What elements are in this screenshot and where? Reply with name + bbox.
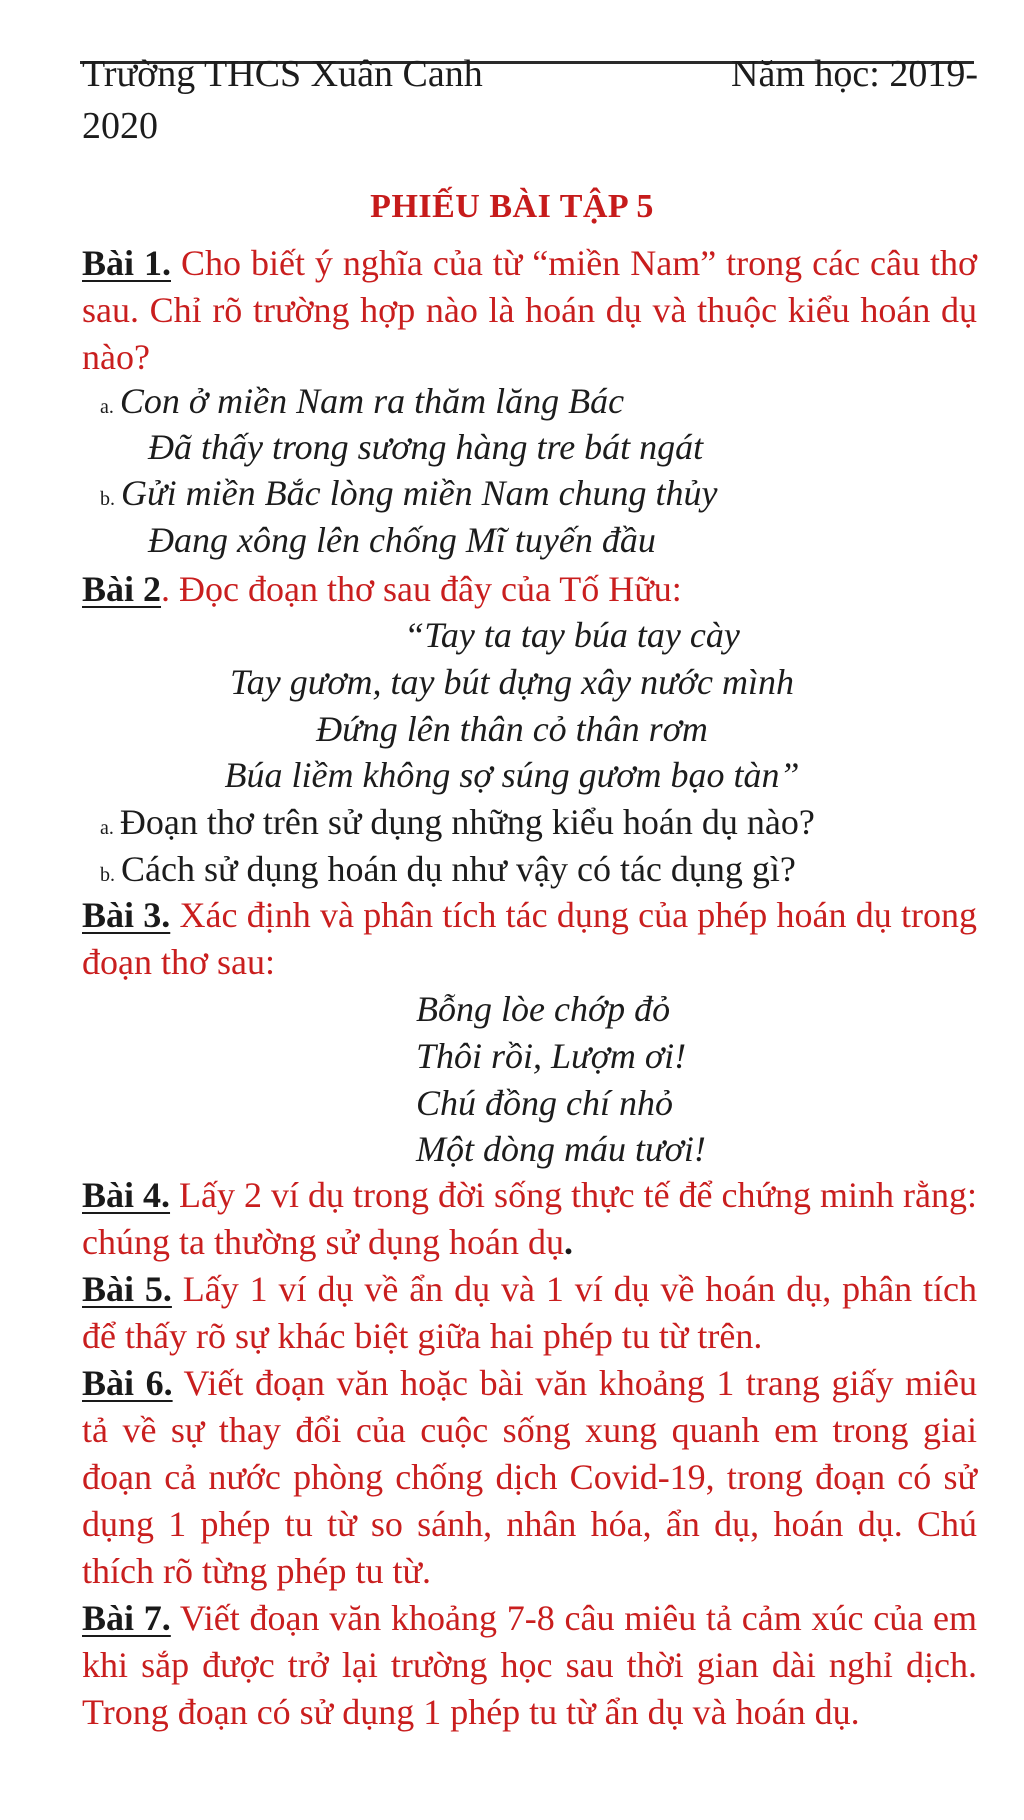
exercise-2-poem-line-3: Đứng lên thân cỏ thân rơm <box>316 709 708 749</box>
exercise-4-label: Bài 4. <box>82 1175 171 1215</box>
exercise-2-text: . Đọc đoạn thơ sau đây của Tố Hữu: <box>161 569 682 609</box>
exercise-2-marker-a: a. <box>100 817 114 839</box>
exercise-2-poem-line-1: “Tay ta tay búa tay cày <box>404 615 740 655</box>
exercise-6-prompt <box>82 1360 977 1595</box>
exercise-2-poem-line-2: Tay gươm, tay bút dựng xây nước mình <box>230 662 794 702</box>
exercise-5-prompt <box>82 1266 977 1360</box>
exercise-2-prompt <box>82 566 977 613</box>
page-title: PHIẾU BÀI TẬP 5 <box>370 188 654 225</box>
exercise-3-poem-line-1: Bỗng lòe chớp đỏ <box>416 989 671 1029</box>
exercise-3-poem-line-2: Thôi rồi, Lượm ơi! <box>416 1036 687 1076</box>
exercise-7-prompt <box>82 1595 977 1736</box>
exercise-4-prompt <box>82 1172 977 1266</box>
exercise-3-poem-line-3: Chú đồng chí nhỏ <box>416 1083 673 1123</box>
exercise-2-question-b-text: Cách sử dụng hoán dụ như vậy có tác dụng gì? <box>121 849 796 889</box>
exercise-4-text: Lấy 2 ví dụ trong đời sống thực tế để chứng minh rằng: chúng ta thường sử dụng hoán dụ <box>82 1175 977 1262</box>
exercise-1-verse-b2: Đang xông lên chống Mĩ tuyến đầu <box>148 520 656 560</box>
exercise-3-poem-line-4: Một dòng máu tươi! <box>416 1129 706 1169</box>
exercise-2-poem-line-4: Búa liềm không sợ súng gươm bạo tàn” <box>224 755 800 795</box>
exercise-2-label: Bài 2 <box>82 569 162 609</box>
exercise-5-text: Lấy 1 ví dụ về ẩn dụ và 1 ví dụ về hoán dụ, phân tích để thấy rõ sự khác biệt giữa hai phép tu từ trên. <box>82 1269 977 1356</box>
exercise-6-label: Bài 6. <box>82 1363 173 1403</box>
school-year: Năm học: 2019- <box>731 53 978 95</box>
exercise-7-label: Bài 7. <box>82 1598 171 1638</box>
header <box>82 48 978 152</box>
exercise-1-line-b1: Gửi miền Bắc lòng miền Nam chung thủy <box>121 473 718 513</box>
exercise-1-verse-b1 <box>100 470 718 523</box>
exercise-1-label: Bài 1. <box>82 243 171 283</box>
exercise-2-marker-b: b. <box>100 864 115 886</box>
exercise-1-text: Cho biết ý nghĩa của từ “miền Nam” trong các câu thơ sau. Chỉ rõ trường hợp nào là hoán dụ và thuộc kiểu hoán dụ nào? <box>82 243 977 377</box>
exercise-1-prompt <box>82 240 977 381</box>
exercise-1-marker-a: a. <box>100 396 114 418</box>
exercise-1-marker-b: b. <box>100 488 115 510</box>
exercise-2-question-a-text: Đoạn thơ trên sử dụng những kiểu hoán dụ nào? <box>119 802 815 842</box>
exercise-4-period: . <box>564 1222 574 1262</box>
exercise-3-text: Xác định và phân tích tác dụng của phép hoán dụ trong đoạn thơ sau: <box>82 895 977 982</box>
exercise-2-question-a <box>100 799 815 852</box>
exercise-3-label: Bài 3. <box>82 895 171 935</box>
exercise-1-verse-a2: Đã thấy trong sương hàng tre bát ngát <box>148 427 704 467</box>
school-name: Trường THCS Xuân Canh <box>82 53 483 95</box>
exercise-1-line-a1: Con ở miền Nam ra thăm lăng Bác <box>119 381 625 421</box>
exercise-6-text: Viết đoạn văn hoặc bài văn khoảng 1 trang giấy miêu tả về sự thay đổi của cuộc sống xung quanh em trong giai đoạn cả nước phòng chống dịch Covid-19, trong đoạn có sử dụng 1 phép tu từ so sánh, nhân hóa, ẩn dụ, hoán dụ. Chú thích rõ từng phép tu từ. <box>82 1363 978 1591</box>
header-row <box>82 48 978 100</box>
exercise-5-label: Bài 5. <box>82 1269 172 1309</box>
school-year-continued: 2020 <box>82 105 158 147</box>
exercise-3-prompt <box>82 892 977 986</box>
exercise-7-text: Viết đoạn văn khoảng 7-8 câu miêu tả cảm xúc của em khi sắp được trở lại trường học sau thời gian dài nghỉ dịch. Trong đoạn có sử dụng 1 phép tu từ ẩn dụ và hoán dụ. <box>82 1598 978 1732</box>
